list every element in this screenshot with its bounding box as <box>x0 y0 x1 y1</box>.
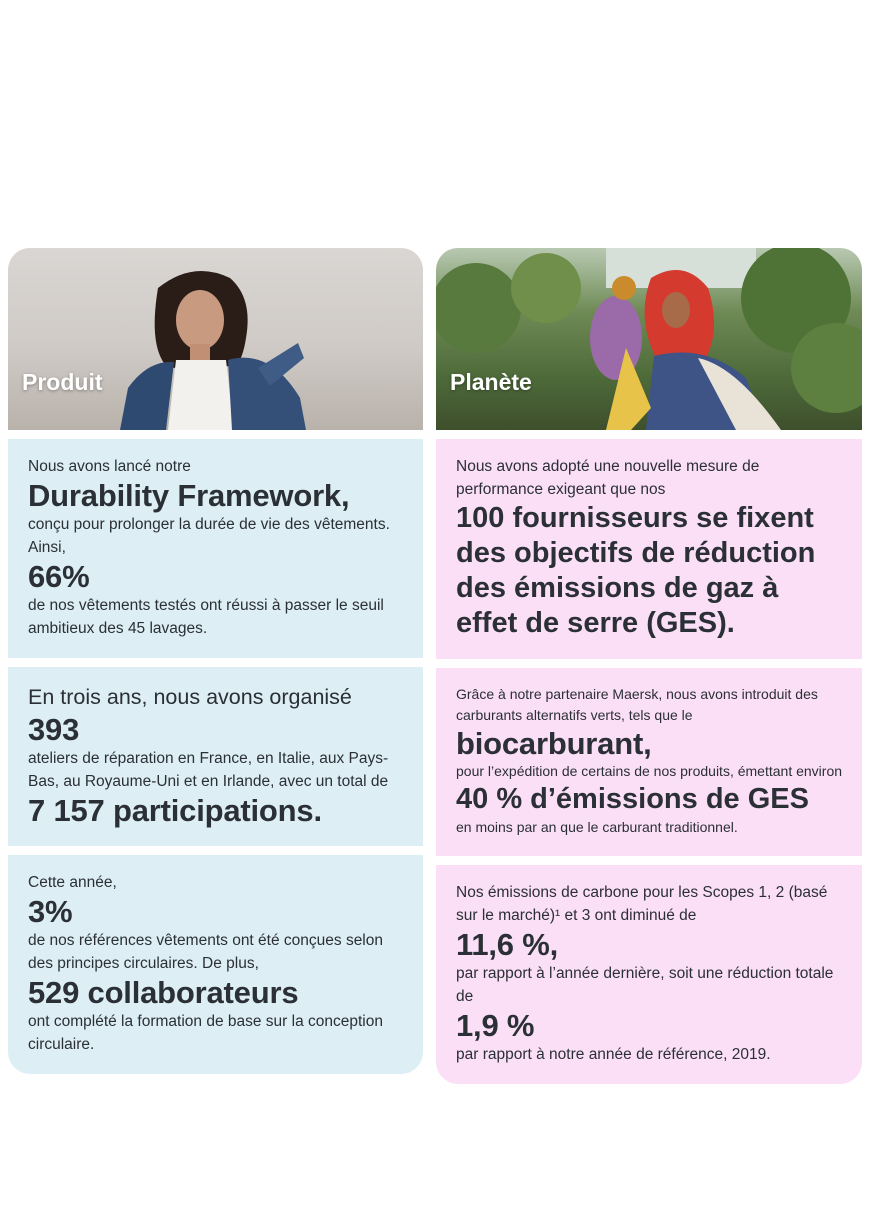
biofuel-text: pour l’expédition de certains de nos produits, émettant environ <box>456 763 843 779</box>
circular-intro: Cette année, <box>28 874 117 891</box>
planet-hero-photo <box>436 248 862 430</box>
emissions-baseline-text: par rapport à notre année de référence, 2019. <box>456 1046 771 1063</box>
durability-percentage: 66% <box>28 559 90 594</box>
durability-intro: Nous avons lancé notre <box>28 458 191 475</box>
planet-label: Planète <box>450 369 532 395</box>
durability-text: conçu pour prolonger la durée de vie des vêtements. Ainsi, <box>28 516 390 556</box>
emissions-total-reduction: 1,9 % <box>456 1008 535 1043</box>
collaborators-text: ont complété la formation de base sur la conception circulaire. <box>28 1013 383 1053</box>
farmers-photo-illustration <box>436 248 862 430</box>
biofuel-highlight: biocarburant, <box>456 726 652 761</box>
repair-participations: 7 157 participations. <box>28 793 322 828</box>
collaborators-count: 529 collaborateurs <box>28 975 299 1010</box>
emissions-yearly-reduction: 11,6 %, <box>456 927 559 962</box>
suppliers-intro: Nous avons adopté une nouvelle mesure de performance exigeant que nos <box>456 458 760 498</box>
circular-text: de nos références vêtements ont été conçues selon des principes circulaires. De plus, <box>28 932 383 972</box>
circular-design-card <box>8 855 423 1074</box>
repair-workshop-count: 393 <box>28 712 80 747</box>
product-column <box>8 248 423 1074</box>
ghg-reduction-text: en moins par an que le carburant traditionnel. <box>456 819 738 835</box>
planet-column <box>436 248 862 1084</box>
biofuel-intro: Grâce à notre partenaire Maersk, nous avons introduit des carburants alternatifs verts, tels que le <box>456 686 818 723</box>
repair-workshops-card <box>8 667 423 846</box>
biofuel-card <box>436 668 862 856</box>
carbon-emissions-card <box>436 865 862 1084</box>
product-label: Produit <box>22 369 103 395</box>
emissions-intro: Nos émissions de carbone pour les Scopes 1, 2 (basé sur le marché)¹ et 3 ont diminué de <box>456 884 828 924</box>
suppliers-card <box>436 439 862 659</box>
repair-text: ateliers de réparation en France, en Italie, aux Pays-Bas, au Royaume-Uni et en Irlande, avec un total de <box>28 750 389 790</box>
durability-result-text: de nos vêtements testés ont réussi à passer le seuil ambitieux des 45 lavages. <box>28 597 384 637</box>
product-hero-photo <box>8 248 423 430</box>
ghg-reduction-highlight: 40 % d’émissions de GES <box>456 783 809 815</box>
durability-highlight: Durability Framework, <box>28 478 350 513</box>
repair-intro: En trois ans, nous avons organisé <box>28 685 352 709</box>
suppliers-highlight: 100 fournisseurs se fixent des objectifs de réduction des émissions de gaz à effet de serre (GES). <box>456 502 816 639</box>
durability-card <box>8 439 423 658</box>
woman-photo-illustration <box>8 248 423 430</box>
circular-percentage: 3% <box>28 894 73 929</box>
emissions-text: par rapport à l’année dernière, soit une réduction totale de <box>456 965 834 1005</box>
